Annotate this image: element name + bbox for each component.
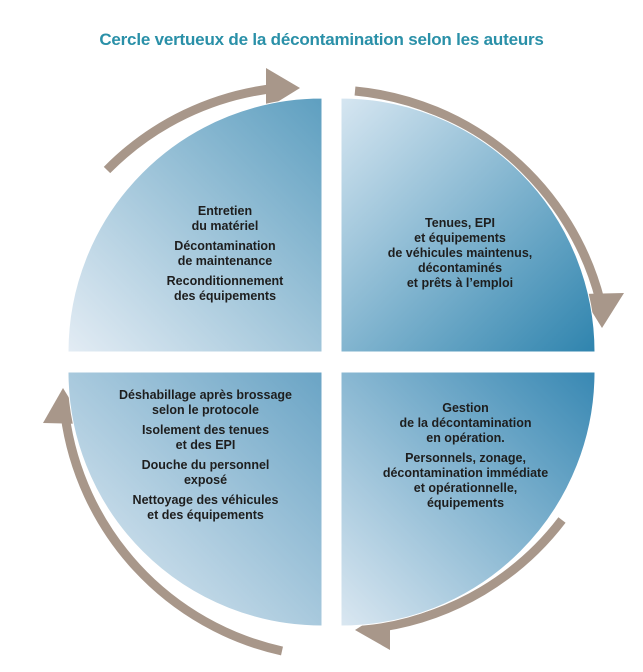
quadrant-text-line: de maintenance <box>177 254 273 268</box>
quadrant-text-line: équipements <box>426 496 505 510</box>
quadrant-text-line: Isolement des tenues <box>141 423 270 437</box>
quadrant-text-line: en opération. <box>426 431 505 445</box>
quadrant-text-line: Reconditionnement <box>166 274 284 288</box>
quadrant-text-line: Nettoyage des véhicules <box>132 493 279 507</box>
quadrant-text-line: et équipements <box>414 231 506 245</box>
quadrant-text-line: Décontamination <box>174 239 276 253</box>
diagram-title: Cercle vertueux de la décontamination selon les auteurs <box>99 30 544 49</box>
quadrant-text-line: et prêts à l’emploi <box>406 276 514 290</box>
quadrant-text-line: exposé <box>183 473 228 487</box>
quadrant-text-line: selon le protocole <box>152 403 259 417</box>
quadrant-text-line: décontamination immédiate <box>382 466 549 480</box>
quadrant-bottom-left-text <box>98 388 313 523</box>
arrow-ring <box>43 68 624 651</box>
quadrant-text-line: de la décontamination <box>399 416 532 430</box>
quadrant-top-right-text <box>360 216 560 291</box>
quadrant-text-line: des équipements <box>173 289 277 303</box>
quadrant-text-line: et opérationnelle, <box>413 481 518 495</box>
quadrant-text-line: Gestion <box>442 401 489 415</box>
quadrant-text-line: du matériel <box>191 219 259 233</box>
quadrant-top-left-text <box>140 204 310 304</box>
quadrant-text-line: Douche du personnel <box>141 458 270 472</box>
quadrant-text-line: Déshabillage après brossage <box>119 388 292 402</box>
quadrant-text-line: et des EPI <box>175 438 236 452</box>
quadrant-bottom-right-text <box>353 401 578 511</box>
quadrant-text-line: décontaminés <box>417 261 503 275</box>
quadrant-text-line: Personnels, zonage, <box>405 451 526 465</box>
quadrant-text-line: Tenues, EPI <box>425 216 495 230</box>
quadrant-text-line: de véhicules maintenus, <box>387 246 533 260</box>
quadrant-text-line: et des équipements <box>147 508 264 522</box>
quadrant-text-line: Entretien <box>197 204 253 218</box>
